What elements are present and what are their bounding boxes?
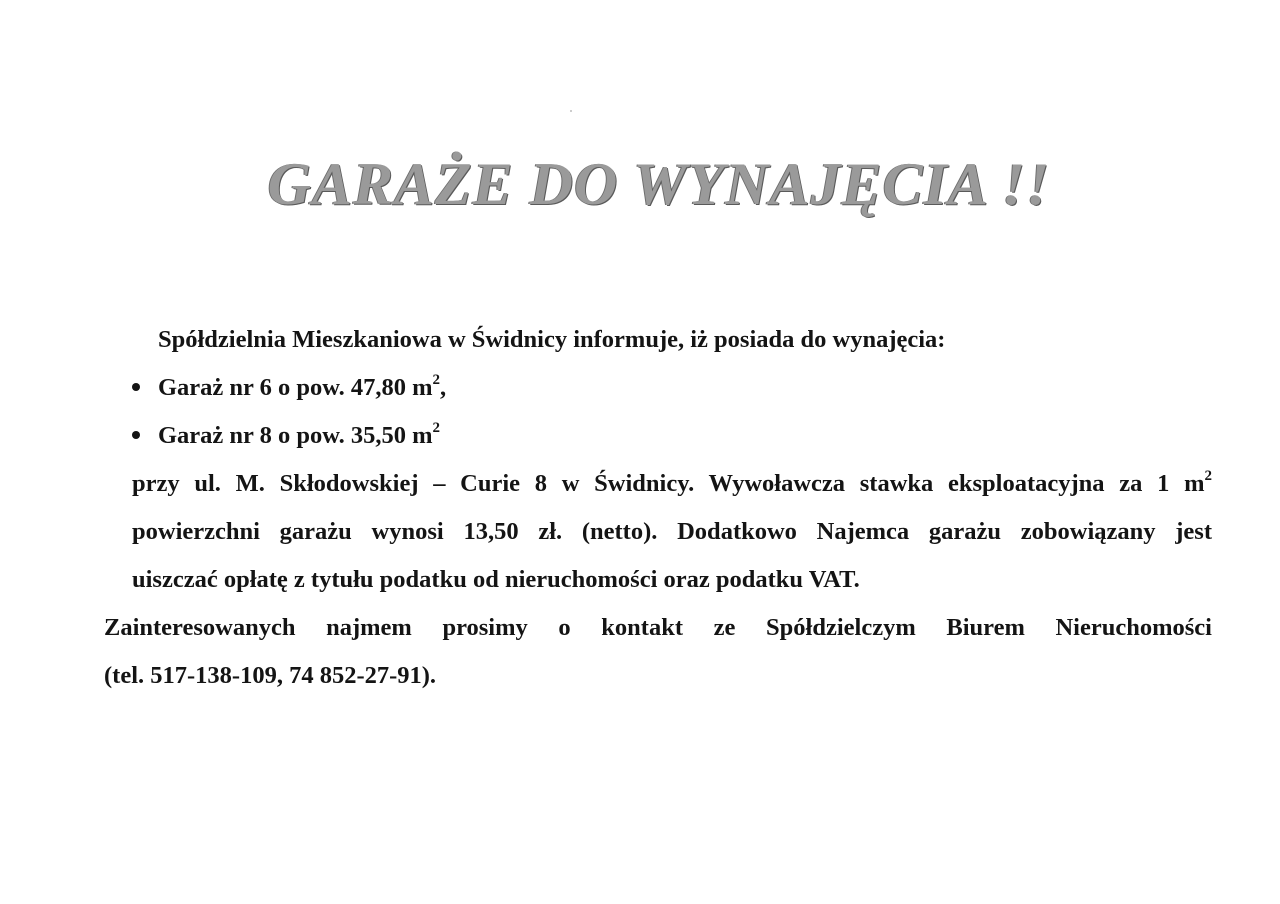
body-line-tax: uiszczać opłatę z tytułu podatku od nieruchomości oraz podatku VAT.: [132, 566, 860, 593]
superscript: 2: [432, 371, 440, 388]
garage-6-suffix: ,: [440, 374, 447, 401]
superscript: 2: [1204, 467, 1212, 484]
body-line-address-text: przy ul. M. Skłodowskiej – Curie 8 w Świdnicy. Wywoławcza stawka eksploatacyjna za 1 m: [132, 470, 1205, 497]
list-item: [132, 364, 446, 412]
scan-speck: [570, 110, 572, 112]
garage-8-text: Garaż nr 8 o pow. 35,50 m: [158, 422, 433, 449]
bullet-icon: [132, 383, 140, 391]
body-line-contact: Zainteresowanych najmem prosimy o kontakt ze Spółdzielczym Biurem Nieruchomości: [104, 614, 1212, 641]
body-line-address: [132, 460, 1212, 508]
list-item: [132, 412, 440, 460]
page-title: GARAŻE DO WYNAJĘCIA !!: [267, 151, 1051, 217]
intro-paragraph: Spółdzielnia Mieszkaniowa w Świdnicy informuje, iż posiada do wynajęcia:: [158, 326, 946, 353]
superscript: 2: [432, 419, 440, 436]
bullet-icon: [132, 431, 140, 439]
body-line-rate: powierzchni garażu wynosi 13,50 zł. (netto). Dodatkowo Najemca garażu zobowiązany jest: [132, 518, 1212, 545]
body-line-phone: (tel. 517-138-109, 74 852-27-91).: [104, 662, 437, 689]
garage-6-text: Garaż nr 6 o pow. 47,80 m: [158, 374, 433, 401]
